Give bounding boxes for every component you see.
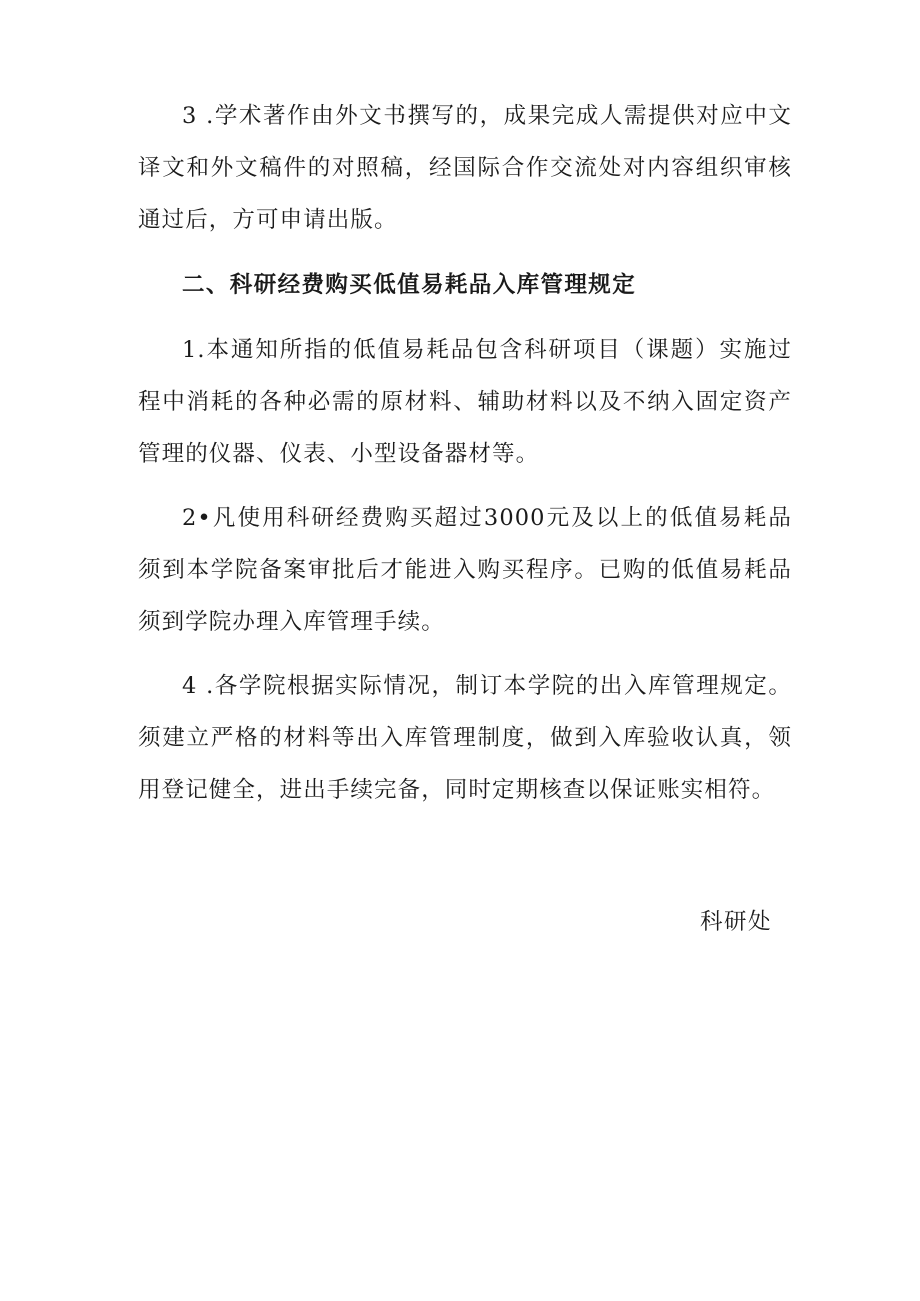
list-item: 1.本通知所指的低值易耗品包含科研项目（课题）实施过程中消耗的各种必需的原材料、辅助材料以及不纳入固定资产管理的仪器、仪表、小型设备器材等。 — [138, 337, 792, 467]
paragraph-publication-rule: 3 .学术著作由外文书撰写的，成果完成人需提供对应中文译文和外文稿件的对照稿，经国际合作交流处对内容组织审核通过后，方可申请出版。 — [138, 103, 792, 233]
list-item: 2•凡使用科研经费购买超过3000元及以上的低值易耗品须到本学院备案审批后才能进入购买程序。已购的低值易耗品须到学院办理入库管理手续。 — [138, 505, 792, 635]
signature-department: 科研处 — [700, 909, 773, 935]
list-item: 4 .各学院根据实际情况，制订本学院的出入库管理规定。须建立严格的材料等出入库管理制度，做到入库验收认真，领用登记健全，进出手续完备，同时定期核查以保证账实相符。 — [138, 673, 792, 803]
section-heading: 二、科研经费购买低值易耗品入库管理规定 — [182, 272, 637, 298]
